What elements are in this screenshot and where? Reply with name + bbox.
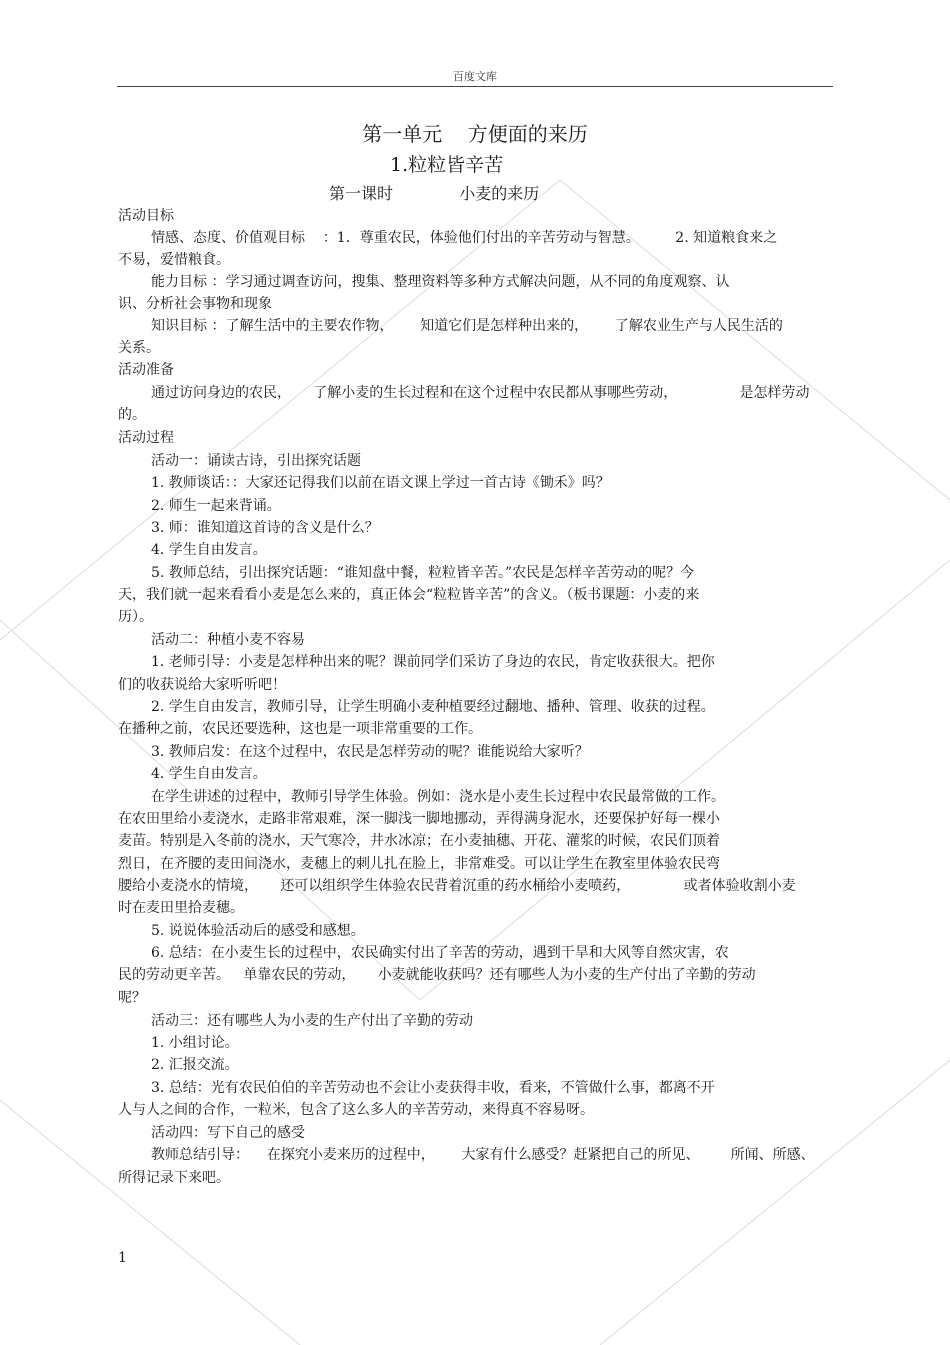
body-line: 在播种之前，农民还要选种，这也是一项非常重要的工作。 [118,721,482,737]
body-line: 能力目标 ：学习通过调查访问，搜集、整理资料等多种方式解决问题，从不同的角度观察、认 [151,274,730,290]
body-line: 3. 总结：光有农民伯伯的辛苦劳动也不会让小麦获得丰收，看来，不管做什么事，都离不开 [151,1080,715,1096]
body-line: 所得记录下来吧。 [118,1170,230,1186]
body-line: 教师总结引导： 在探究小麦来历的过程中， 大家有什么感受？赶紧把自己的所见、 所闻、所感、 [151,1147,815,1163]
body-line: 情感、态度、价值观目标 ：1．尊重农民，体验他们付出的辛苦劳动与智慧。 2. 知道粮食来之 [151,230,778,246]
page-number: 1 [118,1250,127,1266]
body-line: 烈日，在齐腰的麦田间浇水，麦穗上的刺儿扎在脸上，非常难受。可以让学生在教室里体验农民弯 [118,856,720,872]
body-line: 活动四：写下自己的感受 [151,1125,305,1141]
class-period: 第一课时 [329,184,394,203]
body-line: 腰给小麦浇水的情境， 还可以组织学生体验农民背着沉重的药水桶给小麦喷药， 或者体验收割小麦 [118,878,796,894]
body-line: 在学生讲述的过程中，教师引导学生体验。例如：浇水是小麦生长过程中农民最常做的工作。 [151,789,725,805]
body-line: 5. 说说体验活动后的感受和感想。 [151,923,365,939]
body-line: 1. 小组讨论。 [151,1035,239,1051]
body-line: 关系。 [118,340,160,356]
body-line: 3. 师：谁知道这首诗的含义是什么？ [151,520,379,536]
body-line: 天，我们就一起来看看小麦是怎么来的，真正体会“粒粒皆辛苦”的含义。（板书课题：小麦的来 [118,587,700,603]
body-line: 人与人之间的合作，一粒米，包含了这么多人的辛苦劳动，来得真不容易呀。 [118,1102,594,1118]
body-line: 识、分析社会事物和现象 [118,296,272,312]
header-rule [117,86,833,87]
body-line: 3. 教师启发：在这个过程中，农民是怎样劳动的呢？谁能说给大家听？ [151,744,589,760]
page-header: 百度文库 [453,70,497,83]
body-line: 2. 学生自由发言，教师引导，让学生明确小麦种植要经过翻地、播种、管理、收获的过程。 [151,699,715,715]
body-line: 在农田里给小麦浇水，走路非常艰难，深一脚浅一脚地挪动，弄得满身泥水，还要保护好每一棵小 [118,811,720,827]
body-line: 4. 学生自由发言。 [151,766,267,782]
body-line: 活动三：还有哪些人为小麦的生产付出了辛勤的劳动 [151,1013,473,1029]
body-line: 活动过程 [118,430,174,446]
body-line: 民的劳动更辛苦。 单靠农民的劳动， 小麦就能收获吗？还有哪些人为小麦的生产付出了辛勤的劳动 [118,967,756,983]
body-line: 的。 [118,407,146,423]
body-line: 活动一：诵读古诗，引出探究话题 [151,453,361,469]
body-line: 麦苗。特别是入冬前的浇水，天气寒冷，井水冰凉；在小麦抽穗、开花、灌浆的时候，农民们顶着 [118,833,720,849]
class-title [329,181,539,204]
lesson-title: 1.粒粒皆辛苦 [390,154,504,176]
body-line: 6. 总结：在小麦生长的过程中，农民确实付出了辛苦的劳动，遇到干旱和大风等自然灾害，农 [151,945,729,961]
body-line: 活动目标 [118,208,174,224]
body-line: 2. 师生一起来背诵。 [151,498,281,514]
body-line: 们的收获说给大家听听吧！ [118,677,286,693]
body-line: 活动二：种植小麦不容易 [151,632,305,648]
body-line: 不易，爱惜粮食。 [118,252,230,268]
body-line: 通过访问身边的农民， 了解小麦的生长过程和在这个过程中农民都从事哪些劳动， 是怎样劳动 [151,385,810,401]
body-line: 1. 教师谈话：：大家还记得我们以前在语文课上学过一首古诗《锄禾》吗？ [151,475,610,491]
body-line: 1. 老师引导：小麦是怎样种出来的呢？课前同学们采访了身边的农民，肯定收获很大。把你 [151,654,715,670]
body-line: 历）。 [118,609,153,625]
body-line: 2. 汇报交流。 [151,1057,239,1073]
body-line: 呢？ [118,990,146,1006]
body-line: 4. 学生自由发言。 [151,542,267,558]
body-line: 时在麦田里拾麦穗。 [118,900,244,916]
body-line: 5. 教师总结，引出探究话题：“谁知盘中餐，粒粒皆辛苦。”农民是怎样辛苦劳动的呢？今 [151,565,695,581]
body-line: 活动准备 [118,362,174,378]
unit-title: 第一单元 方便面的来历 [362,122,588,146]
class-topic: 小麦的来历 [459,184,540,203]
body-line: 知识目标 ：了解生活中的主要农作物， 知道它们是怎样种出来的， 了解农业生产与人民生活的 [151,318,783,334]
